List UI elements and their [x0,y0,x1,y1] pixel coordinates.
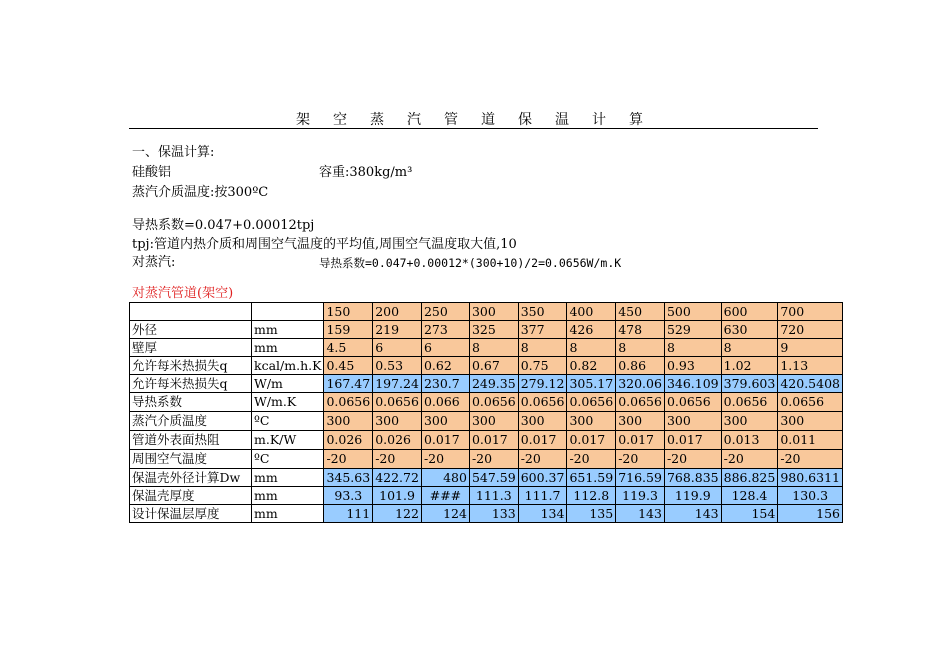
table-cell: 134 [518,505,567,523]
header-cell: 450 [616,303,665,321]
table-cell: 0.066 [421,393,469,412]
table-cell: 8 [469,339,518,357]
header-cell: 250 [421,303,469,321]
steam-label: 对蒸汽: [132,255,176,270]
table-row [130,505,843,523]
row-unit: mm [252,339,324,357]
table-row [130,339,843,357]
steam-formula-text: 导热系数=0.047+0.00012*(300+10)/2=0.0656W/m.K [319,256,622,270]
table-cell: 0.0656 [778,393,843,412]
table-cell: 8 [664,339,721,357]
table-cell: 167.47 [324,375,373,393]
table-cell: 420.5408 [778,375,843,393]
row-label: 允许每米热损失q [130,357,252,375]
table-cell: 0.0656 [664,393,721,412]
table-cell: -20 [778,450,843,469]
table-cell: -20 [373,450,422,469]
header-cell: 600 [721,303,778,321]
table-cell: 547.59 [469,469,518,487]
table-cell: 8 [616,339,665,357]
table-cell: 768.835 [664,469,721,487]
table-cell: -20 [469,450,518,469]
table-cell: 143 [664,505,721,523]
header-cell: 400 [567,303,616,321]
table-cell: 6 [373,339,422,357]
row-unit: kcal/m.h.K [252,357,324,375]
header-cell: 150 [324,303,373,321]
row-label: 周围空气温度 [130,450,252,469]
table-cell: 6 [421,339,469,357]
material-text: 硅酸铝 [132,165,172,180]
table-cell: 197.24 [373,375,422,393]
table-cell: 300 [664,412,721,431]
row-unit: mm [252,469,324,487]
table-cell: 0.0656 [469,393,518,412]
table-cell: 9 [778,339,843,357]
table-cell: 8 [567,339,616,357]
table-cell: 0.93 [664,357,721,375]
table-cell: 111 [324,505,373,523]
table-row [130,393,843,412]
table-cell: 0.026 [324,431,373,450]
table-cell: 0.017 [469,431,518,450]
table-cell: -20 [518,450,567,469]
table-cell: 300 [324,412,373,431]
table-cell: 300 [616,412,665,431]
table-cell: 0.86 [616,357,665,375]
table-row [130,469,843,487]
row-label: 保温壳外径计算Dw [130,469,252,487]
table-cell: 0.017 [518,431,567,450]
tpj-note-text: tpj:管道内热介质和周围空气温度的平均值,周围空气温度取大值,10 [132,237,517,252]
row-label: 允许每米热损失q [130,375,252,393]
table-cell: 219 [373,321,422,339]
table-cell: 0.0656 [567,393,616,412]
row-unit: ºC [252,450,324,469]
table-cell: 379.603 [721,375,778,393]
table-cell: -20 [616,450,665,469]
row-unit: W/m.K [252,393,324,412]
table-cell: 305.17 [567,375,616,393]
table-cell: 0.53 [373,357,422,375]
table-cell: 0.013 [721,431,778,450]
table-cell: -20 [421,450,469,469]
row-label: 导热系数 [130,393,252,412]
table-cell: 273 [421,321,469,339]
table-cell: 112.8 [567,487,616,505]
table-cell: 980.6311 [778,469,843,487]
table-cell: 529 [664,321,721,339]
table-row [130,431,843,450]
table-cell: 135 [567,505,616,523]
table-cell: 325 [469,321,518,339]
table-cell: 0.0656 [518,393,567,412]
table-cell: ### [421,487,469,505]
table-cell: 300 [721,412,778,431]
conductivity-text: 导热系数=0.047+0.00012tpj [132,218,315,233]
table-cell: 0.0656 [373,393,422,412]
table-cell: 0.017 [616,431,665,450]
table-row [130,412,843,431]
header-cell: 700 [778,303,843,321]
table-cell: 111.7 [518,487,567,505]
header-blank-label [130,303,252,321]
table-cell: 300 [778,412,843,431]
row-label: 蒸汽介质温度 [130,412,252,431]
table-header-row [130,303,843,321]
table-cell: 249.35 [469,375,518,393]
row-unit: ºC [252,412,324,431]
table-cell: 480 [421,469,469,487]
table-cell: 0.45 [324,357,373,375]
section-heading: 一、保温计算: [132,145,215,160]
insulation-table [129,302,843,523]
table-body [130,303,843,523]
table-cell: 122 [373,505,422,523]
row-label: 设计保温层厚度 [130,505,252,523]
table-cell: 130.3 [778,487,843,505]
table-cell: 8 [721,339,778,357]
table-cell: 156 [778,505,843,523]
table-cell: 651.59 [567,469,616,487]
table-cell: -20 [567,450,616,469]
row-label: 管道外表面热阻 [130,431,252,450]
table-cell: 279.12 [518,375,567,393]
table-cell: -20 [664,450,721,469]
table-cell: 154 [721,505,778,523]
row-unit: mm [252,321,324,339]
row-label: 壁厚 [130,339,252,357]
table-cell: 133 [469,505,518,523]
table-cell: 0.017 [664,431,721,450]
row-unit: mm [252,487,324,505]
medium-temp-text: 蒸汽介质温度:按300ºC [132,185,269,200]
table-cell: 101.9 [373,487,422,505]
table-cell: 111.3 [469,487,518,505]
table-cell: 1.02 [721,357,778,375]
table-cell: 230.7 [421,375,469,393]
row-label: 保温壳厚度 [130,487,252,505]
table-cell: 1.13 [778,357,843,375]
table-cell: 0.62 [421,357,469,375]
table-cell: 0.017 [421,431,469,450]
table-cell: 0.0656 [721,393,778,412]
table-cell: 124 [421,505,469,523]
table-cell: 886.825 [721,469,778,487]
table-cell: 346.109 [664,375,721,393]
table-cell: 0.026 [373,431,422,450]
table-cell: 0.67 [469,357,518,375]
table-cell: 345.63 [324,469,373,487]
table-cell: 119.9 [664,487,721,505]
header-blank-unit [252,303,324,321]
table-cell: 143 [616,505,665,523]
table-cell: 716.59 [616,469,665,487]
table-cell: 377 [518,321,567,339]
table-row [130,375,843,393]
table-cell: 0.011 [778,431,843,450]
header-cell: 300 [469,303,518,321]
table-cell: 422.72 [373,469,422,487]
table-row [130,321,843,339]
table-cell: 8 [518,339,567,357]
table-cell: -20 [721,450,778,469]
density-text: 容重:380kg/m³ [319,165,413,180]
row-unit: W/m [252,375,324,393]
table-cell: 0.017 [567,431,616,450]
table-row [130,487,843,505]
header-cell: 500 [664,303,721,321]
table-cell: 300 [518,412,567,431]
header-cell: 350 [518,303,567,321]
table-cell: 128.4 [721,487,778,505]
table-cell: 0.0656 [324,393,373,412]
table-cell: 300 [469,412,518,431]
table-row [130,450,843,469]
table-cell: 600.37 [518,469,567,487]
table-cell: 159 [324,321,373,339]
table-cell: 0.0656 [616,393,665,412]
title-underline [129,128,818,129]
table-cell: 478 [616,321,665,339]
table-row [130,357,843,375]
table-cell: 426 [567,321,616,339]
table-cell: 4.5 [324,339,373,357]
row-unit: m.K/W [252,431,324,450]
header-cell: 200 [373,303,422,321]
table-cell: 300 [373,412,422,431]
table-cell: 300 [567,412,616,431]
table-cell: -20 [324,450,373,469]
table-cell: 720 [778,321,843,339]
table-cell: 630 [721,321,778,339]
table-cell: 300 [421,412,469,431]
table-title: 对蒸汽管道(架空) [132,286,234,301]
row-label: 外径 [130,321,252,339]
row-unit: mm [252,505,324,523]
table-cell: 93.3 [324,487,373,505]
table-cell: 119.3 [616,487,665,505]
table-cell: 320.06 [616,375,665,393]
table-cell: 0.75 [518,357,567,375]
page-title: 架空蒸汽管道保温计算 [296,112,666,128]
table-cell: 0.82 [567,357,616,375]
